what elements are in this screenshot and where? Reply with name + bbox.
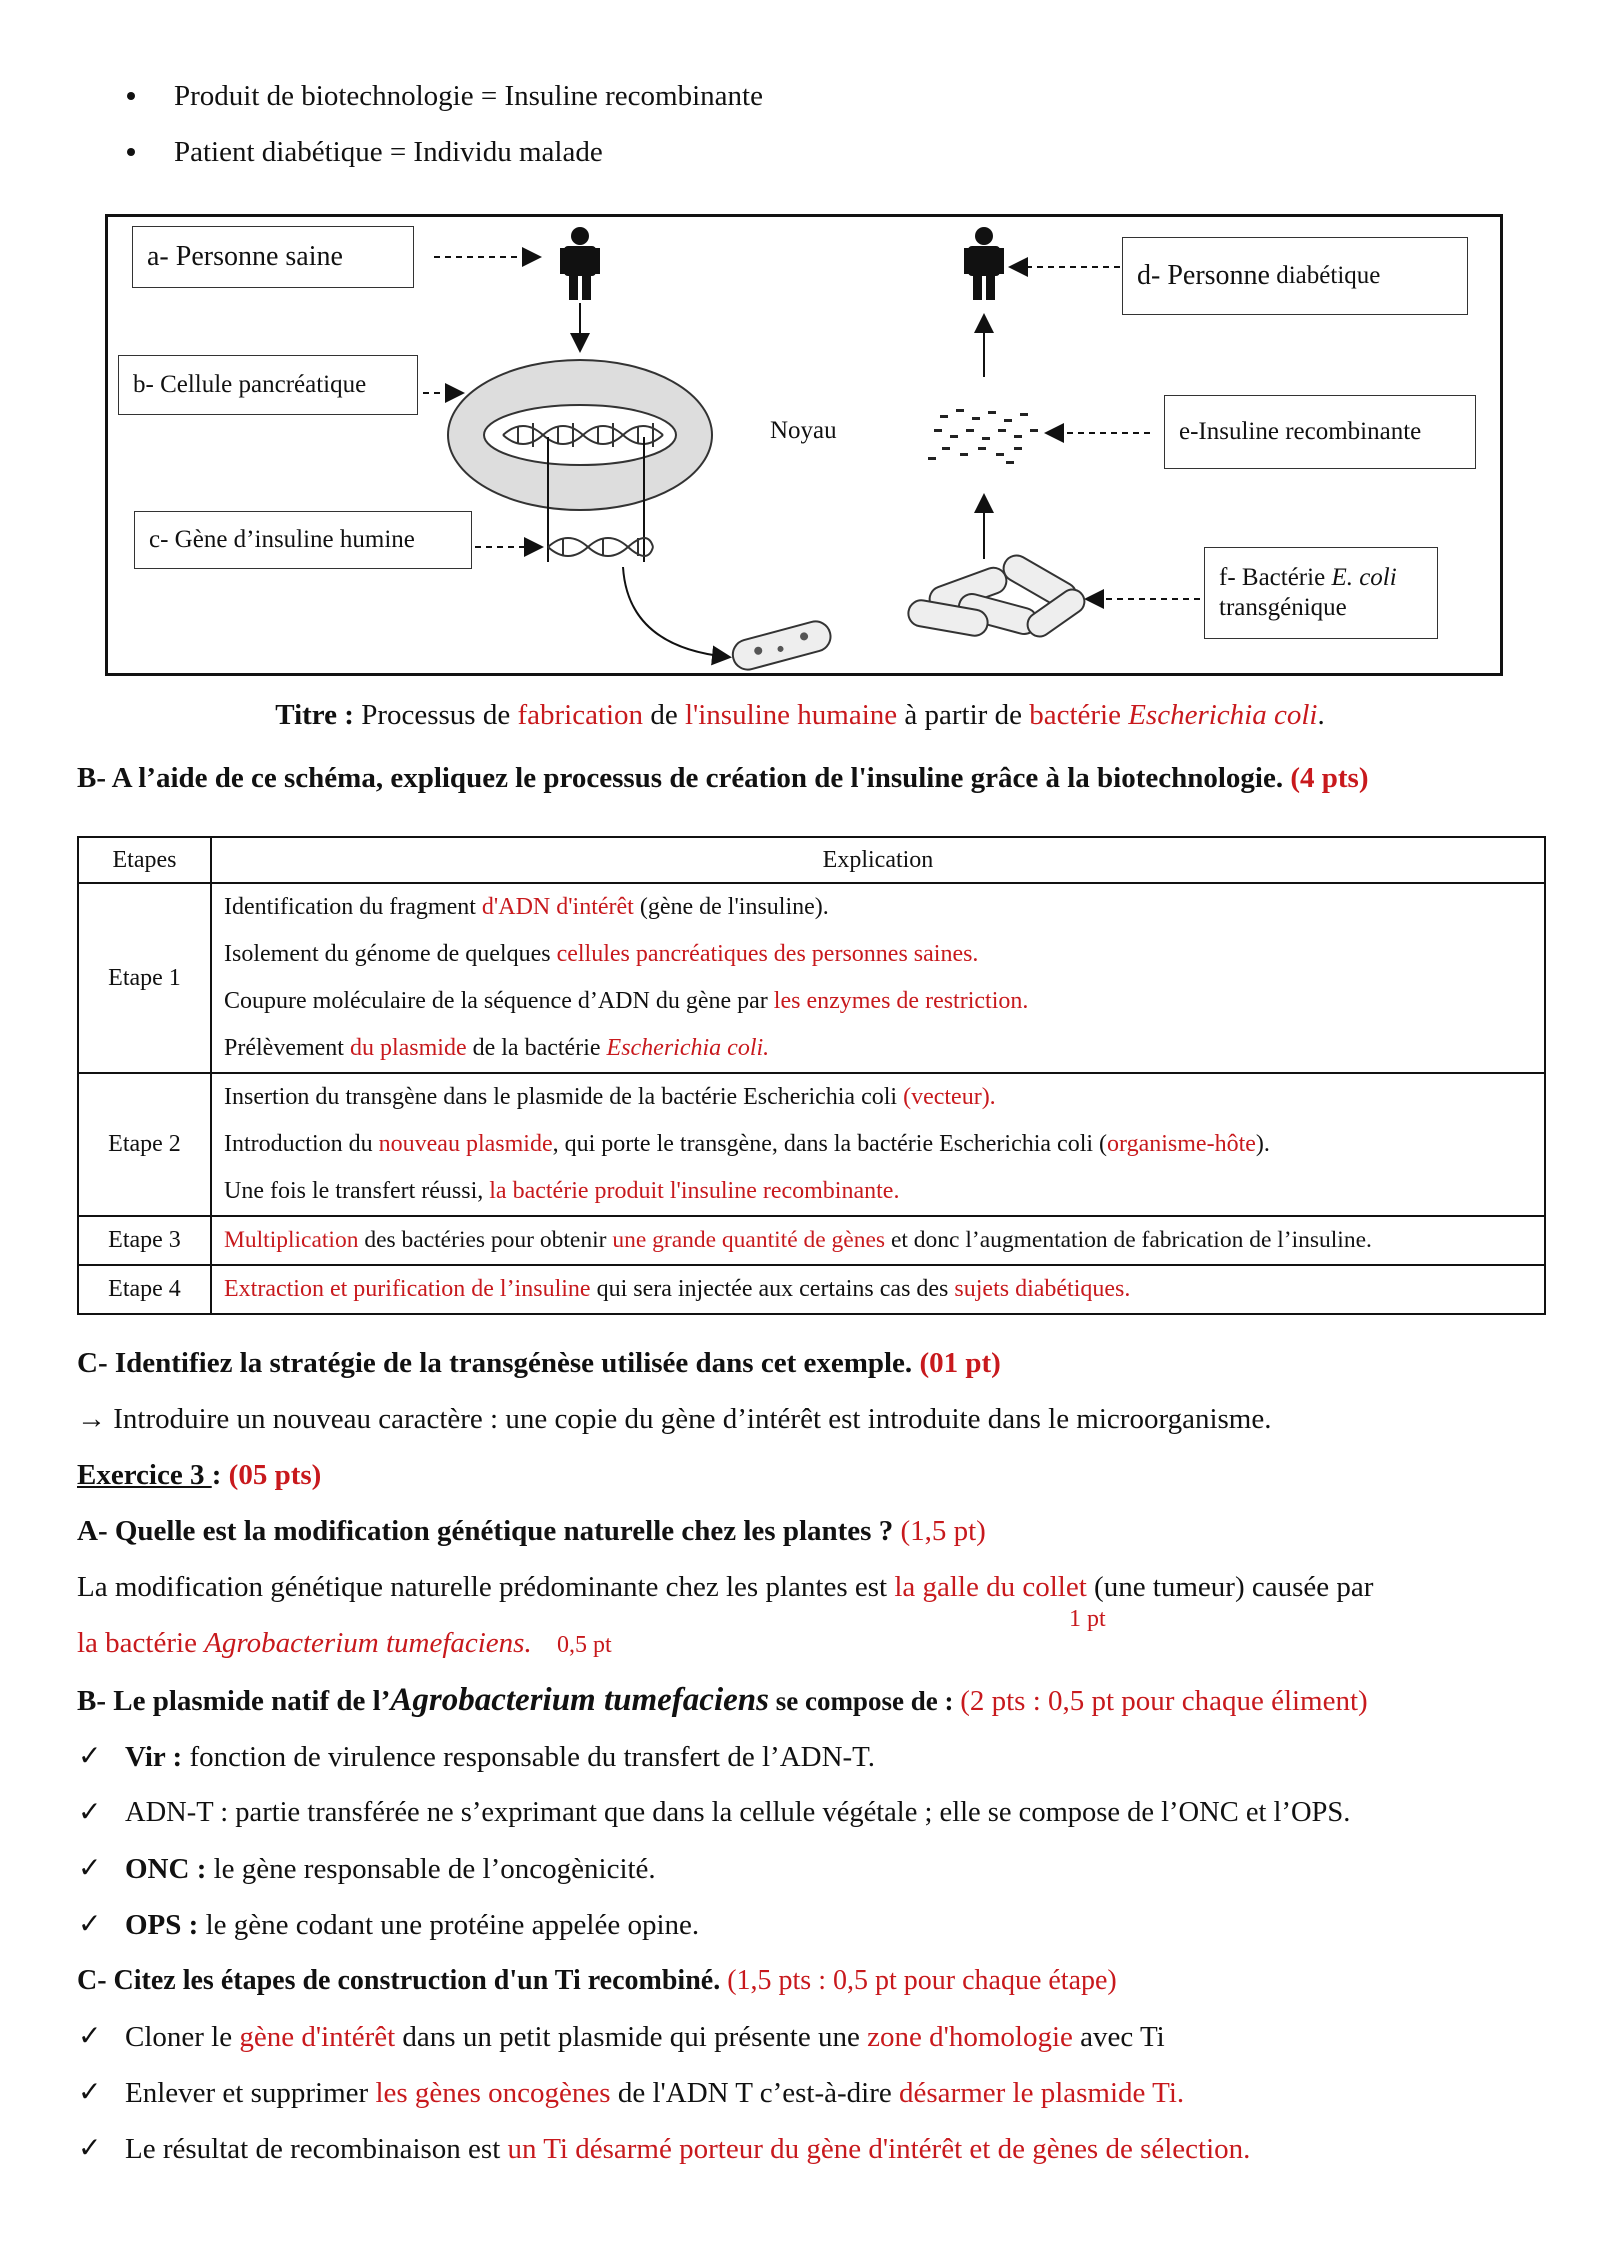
table-row (78, 883, 1545, 1073)
question-b: B- A l’aide de ce schéma, expliquez le processus de création de l'insuline grâce à la biotechnologie. (4 pts) (77, 762, 1369, 794)
label-e: e-Insuline recombinante (1164, 395, 1476, 469)
explanation-cell: Multiplication des bactéries pour obtenir une grande quantité de gènes et donc l’augmentation de fabrication de l’insuline. (211, 1216, 1545, 1265)
check-icon: ✓ (78, 1853, 102, 1884)
table-header-row (78, 837, 1545, 883)
step-cell: Etape 4 (78, 1265, 211, 1314)
label-d: d- Personne diabétique (1122, 237, 1468, 315)
bacterium-icon (729, 618, 833, 673)
label-noyau: Noyau (770, 417, 837, 444)
table-header-etapes: Etapes (78, 837, 211, 883)
answer-a3-line1: La modification génétique naturelle prédominante chez les plantes est la galle du collet (une tumeur) causée par (77, 1571, 1374, 1603)
label-a: a- Personne saine (132, 226, 414, 288)
check-icon: ✓ (78, 2133, 102, 2164)
table-header-explication: Explication (211, 837, 1545, 883)
check-icon: ✓ (78, 1909, 102, 1940)
answer-c: → Introduire un nouveau caractère : une copie du gène d’intérêt est introduite dans le microorganisme. (77, 1403, 1272, 1435)
question-c3: C- Citez les étapes de construction d'un Ti recombiné. (1,5 pts : 0,5 pt pour chaque étape) (77, 1965, 1117, 1996)
step-cell: Etape 3 (78, 1216, 211, 1265)
mark-1pt: 1 pt (1069, 1606, 1106, 1632)
table-row (78, 1073, 1545, 1216)
arrow-icon (623, 567, 728, 657)
dna-icon (548, 538, 653, 556)
question-a3: A- Quelle est la modification génétique naturelle chez les plantes ? (1,5 pt) (77, 1515, 986, 1547)
exercise-3-heading: Exercice 3 : (05 pts) (77, 1459, 322, 1491)
check-icon: ✓ (78, 1797, 102, 1828)
bullet-icon (127, 92, 135, 100)
bullet-icon (127, 148, 135, 156)
steps-table (77, 836, 1546, 1315)
mark-05pt: 0,5 pt (556, 1632, 612, 1658)
person-icon (964, 227, 1004, 300)
check-icon: ✓ (78, 1741, 102, 1772)
explanation-cell: Identification du fragment d'ADN d'intérêt (gène de l'insuline). Isolement du génome de quelques cellules pancréatiques des personnes saines. Coupure moléculaire de la séquence d’ADN du gène par les enzymes de restriction. Prélèvement du plasmide de la bactérie Escherichia coli. (211, 883, 1545, 1073)
step-cell: Etape 1 (78, 883, 211, 1073)
check-icon: ✓ (78, 2077, 102, 2108)
label-c: c- Gène d’insuline humine (134, 511, 472, 569)
person-icon (560, 227, 600, 300)
label-b: b- Cellule pancréatique (118, 355, 418, 415)
table-row (78, 1216, 1545, 1265)
question-c: C- Identifiez la stratégie de la transgénèse utilisée dans cet exemple. (01 pt) (77, 1347, 1001, 1379)
check-icon: ✓ (78, 2021, 102, 2052)
explanation-cell: Insertion du transgène dans le plasmide de la bactérie Escherichia coli (vecteur). Introduction du nouveau plasmide, qui porte le transgène, dans la bactérie Escherichia coli (organisme-hôte). Une fois le transfert réussi, la bactérie produit l'insuline recombinante. (211, 1073, 1545, 1216)
insulin-dots-icon (928, 409, 1038, 464)
question-b3: B- Le plasmide natif de l’Agrobacterium tumefaciens se compose de : (2 pts : 0,5 pt pour chaque éliment) (77, 1682, 1368, 1718)
label-f: f- Bactérie E. coli transgénique (1204, 547, 1438, 639)
explanation-cell: Extraction et purification de l’insuline qui sera injectée aux certains cas des sujets diabétiques. (211, 1265, 1545, 1314)
table-row (78, 1265, 1545, 1314)
step-cell: Etape 2 (78, 1073, 211, 1216)
insulin-process-diagram (105, 214, 1503, 676)
answer-a3-line2: la bactérie Agrobacterium tumefaciens. 0,5 pt (77, 1627, 612, 1659)
nucleus-shape (484, 405, 676, 465)
bacterium-icon (906, 551, 1089, 641)
diagram-caption: Titre : Processus de fabrication de l'insuline humaine à partir de bactérie Escherichia coli. (275, 699, 1325, 731)
